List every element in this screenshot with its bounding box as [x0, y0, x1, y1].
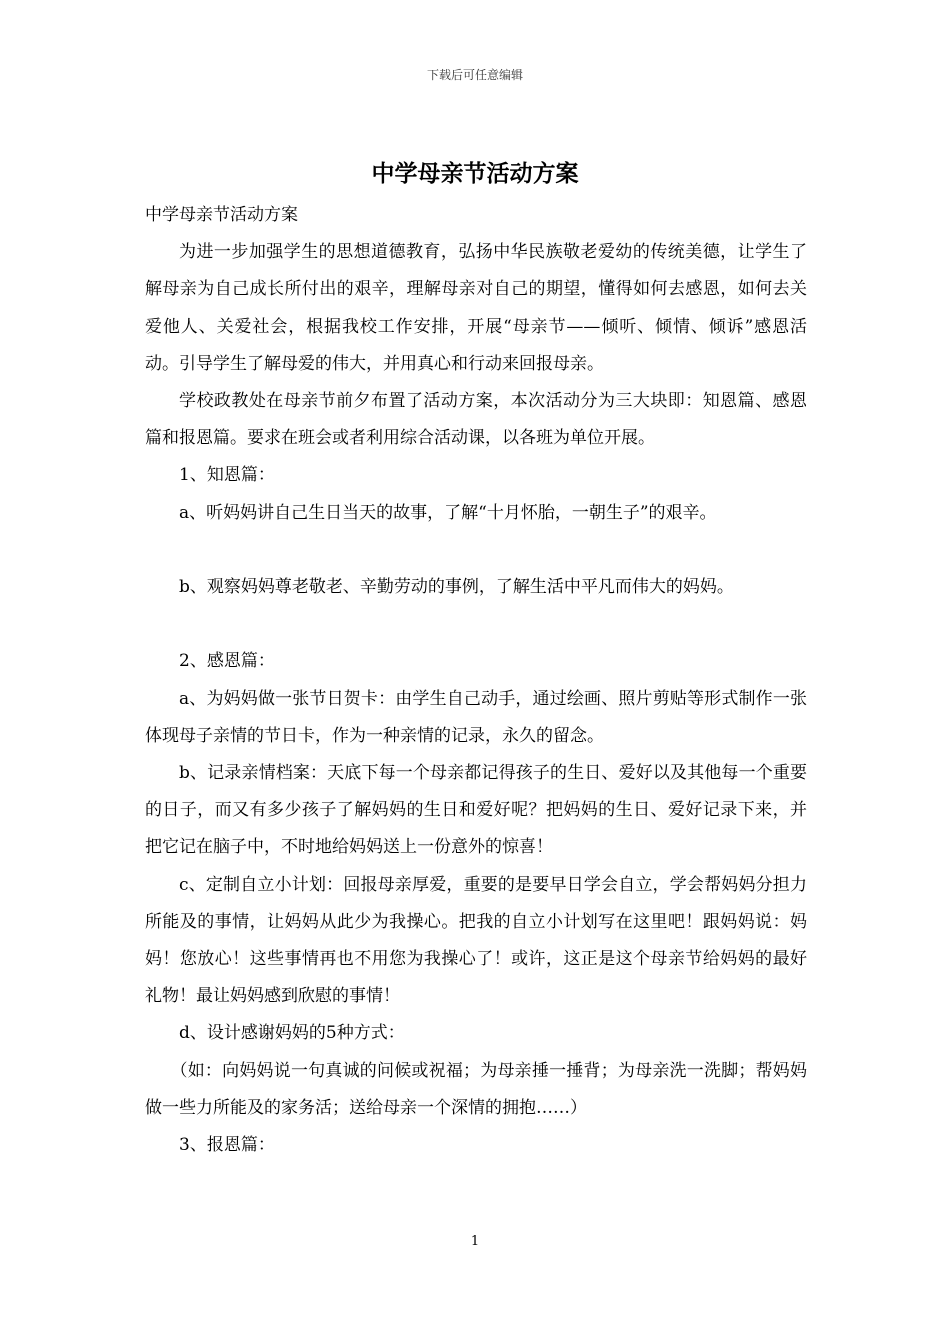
list-item: b、记录亲情档案：天底下每一个母亲都记得孩子的生日、爱好以及其他每一个重要的日子，而又有多少孩子了解妈妈的生日和爱好呢？把妈妈的生日、爱好记录下来，并把它记在脑子中，不时地给妈妈送上一份意外的惊喜！: [145, 763, 807, 858]
list-item: a、听妈妈讲自己生日当天的故事，了解“十月怀胎，一朝生子”的艰辛。: [179, 502, 717, 523]
plan-paragraph: 学校政教处在母亲节前夕布置了活动方案，本次活动分为三大块即：知恩篇、感恩篇和报恩篇。要求在班会或者利用综合活动课，以各班为单位开展。: [145, 391, 807, 449]
intro-paragraph: 为进一步加强学生的思想道德教育，弘扬中华民族敬老爱幼的传统美德，让学生了解母亲为自己成长所付出的艰辛，理解母亲对自己的期望，懂得如何去感恩，如何去关爱他人、关爱社会，根据我校工作安排，开展“母亲节——倾听、倾情、倾诉”感恩活动。引导学生了解母爱的伟大，并用真心和行动来回报母亲。: [145, 242, 807, 374]
page-number: 1: [470, 1234, 480, 1249]
list-item-examples: （如：向妈妈说一句真诚的问候或祝福；为母亲捶一捶背；为母亲洗一洗脚；帮妈妈做一些力所能及的家务活；送给母亲一个深情的拥抱……）: [145, 1060, 807, 1118]
header-note: 下载后可任意编辑: [426, 68, 523, 82]
document-subtitle: 中学母亲节活动方案: [145, 205, 298, 225]
list-item: b、观察妈妈尊老敬老、辛勤劳动的事例，了解生活中平凡而伟大的妈妈。: [179, 577, 734, 598]
list-item: a、为妈妈做一张节日贺卡：由学生自己动手，通过绘画、照片剪贴等形式制作一张体现母子亲情的节日卡，作为一种亲情的记录，永久的留念。: [145, 688, 807, 746]
section-heading-baoen: 3、报恩篇：: [179, 1135, 275, 1156]
document-title: 中学母亲节活动方案: [371, 160, 579, 187]
document-body: [145, 197, 807, 1164]
section-heading-zhien: 1、知恩篇：: [179, 465, 275, 486]
list-item: d、设计感谢妈妈的5种方式：: [179, 1023, 405, 1044]
section-heading-ganen: 2、感恩篇：: [179, 651, 275, 672]
list-item: c、定制自立小计划：回报母亲厚爱，重要的是要早日学会自立，学会帮妈妈分担力所能及的事情，让妈妈从此少为我操心。把我的自立小计划写在这里吧！跟妈妈说：妈妈！您放心！这些事情再也不用您为我操心了！或许，这正是这个母亲节给妈妈的最好礼物！最让妈妈感到欣慰的事情！: [145, 874, 807, 1007]
blank-line: [145, 532, 807, 569]
blank-line: [145, 606, 807, 643]
